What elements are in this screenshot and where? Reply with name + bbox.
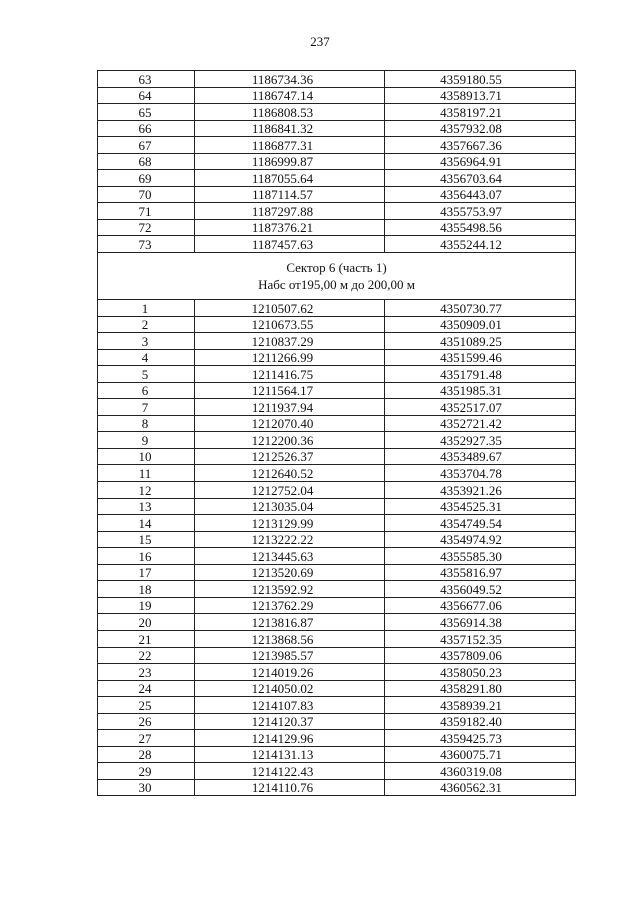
table-row	[98, 531, 576, 548]
x-coordinate-cell: 1213592.92	[195, 581, 385, 598]
y-coordinate-cell: 4352927.35	[385, 432, 576, 449]
x-coordinate-cell: 1213985.57	[195, 647, 385, 664]
y-coordinate-cell: 4355816.97	[385, 564, 576, 581]
coordinates-table	[97, 70, 576, 796]
table-row	[98, 186, 576, 203]
x-coordinate-cell: 1214107.83	[195, 697, 385, 714]
x-coordinate-cell: 1214122.43	[195, 763, 385, 780]
table-row	[98, 680, 576, 697]
y-coordinate-cell: 4354525.31	[385, 498, 576, 515]
table-row	[98, 87, 576, 104]
y-coordinate-cell: 4356703.64	[385, 170, 576, 187]
x-coordinate-cell: 1211937.94	[195, 399, 385, 416]
y-coordinate-cell: 4360319.08	[385, 763, 576, 780]
table-row	[98, 713, 576, 730]
x-coordinate-cell: 1212200.36	[195, 432, 385, 449]
point-number-cell: 30	[98, 779, 195, 796]
point-number-cell: 72	[98, 219, 195, 236]
table-row	[98, 366, 576, 383]
point-number-cell: 15	[98, 531, 195, 548]
table-row	[98, 333, 576, 350]
y-coordinate-cell: 4351985.31	[385, 382, 576, 399]
point-number-cell: 69	[98, 170, 195, 187]
x-coordinate-cell: 1212526.37	[195, 448, 385, 465]
point-number-cell: 1	[98, 300, 195, 317]
x-coordinate-cell: 1213035.04	[195, 498, 385, 515]
x-coordinate-cell: 1212640.52	[195, 465, 385, 482]
point-number-cell: 14	[98, 515, 195, 532]
y-coordinate-cell: 4356964.91	[385, 153, 576, 170]
x-coordinate-cell: 1186747.14	[195, 87, 385, 104]
table-row	[98, 120, 576, 137]
x-coordinate-cell: 1211416.75	[195, 366, 385, 383]
y-coordinate-cell: 4353921.26	[385, 482, 576, 499]
x-coordinate-cell: 1210507.62	[195, 300, 385, 317]
table-row	[98, 465, 576, 482]
x-coordinate-cell: 1187114.57	[195, 186, 385, 203]
y-coordinate-cell: 4351791.48	[385, 366, 576, 383]
x-coordinate-cell: 1213129.99	[195, 515, 385, 532]
y-coordinate-cell: 4358939.21	[385, 697, 576, 714]
table-row	[98, 581, 576, 598]
section-title: Сектор 6 (часть 1)	[286, 260, 387, 276]
section-header	[98, 253, 576, 300]
point-number-cell: 27	[98, 730, 195, 747]
point-number-cell: 8	[98, 415, 195, 432]
point-number-cell: 22	[98, 647, 195, 664]
table-row	[98, 746, 576, 763]
x-coordinate-cell: 1187055.64	[195, 170, 385, 187]
y-coordinate-cell: 4354749.54	[385, 515, 576, 532]
y-coordinate-cell: 4360075.71	[385, 746, 576, 763]
point-number-cell: 19	[98, 597, 195, 614]
x-coordinate-cell: 1210837.29	[195, 333, 385, 350]
y-coordinate-cell: 4356677.06	[385, 597, 576, 614]
table-row	[98, 71, 576, 88]
point-number-cell: 7	[98, 399, 195, 416]
x-coordinate-cell: 1214050.02	[195, 680, 385, 697]
table-row	[98, 564, 576, 581]
table-row	[98, 236, 576, 253]
y-coordinate-cell: 4359180.55	[385, 71, 576, 88]
table-row	[98, 104, 576, 121]
y-coordinate-cell: 4357152.35	[385, 630, 576, 647]
x-coordinate-cell: 1213222.22	[195, 531, 385, 548]
section-header-group	[98, 253, 576, 300]
x-coordinate-cell: 1214019.26	[195, 664, 385, 681]
table-row	[98, 482, 576, 499]
point-number-cell: 23	[98, 664, 195, 681]
point-number-cell: 6	[98, 382, 195, 399]
y-coordinate-cell: 4357932.08	[385, 120, 576, 137]
table-row	[98, 219, 576, 236]
x-coordinate-cell: 1213868.56	[195, 630, 385, 647]
y-coordinate-cell: 4351599.46	[385, 349, 576, 366]
point-number-cell: 12	[98, 482, 195, 499]
x-coordinate-cell: 1187457.63	[195, 236, 385, 253]
x-coordinate-cell: 1212070.40	[195, 415, 385, 432]
point-number-cell: 73	[98, 236, 195, 253]
point-number-cell: 68	[98, 153, 195, 170]
y-coordinate-cell: 4357809.06	[385, 647, 576, 664]
x-coordinate-cell: 1187376.21	[195, 219, 385, 236]
x-coordinate-cell: 1186841.32	[195, 120, 385, 137]
x-coordinate-cell: 1213520.69	[195, 564, 385, 581]
section-header-row	[98, 253, 576, 300]
point-number-cell: 4	[98, 349, 195, 366]
point-number-cell: 28	[98, 746, 195, 763]
y-coordinate-cell: 4360562.31	[385, 779, 576, 796]
point-number-cell: 64	[98, 87, 195, 104]
point-number-cell: 29	[98, 763, 195, 780]
table-row	[98, 515, 576, 532]
point-number-cell: 2	[98, 316, 195, 333]
table-row	[98, 779, 576, 796]
x-coordinate-cell: 1212752.04	[195, 482, 385, 499]
table-row	[98, 300, 576, 317]
y-coordinate-cell: 4355244.12	[385, 236, 576, 253]
table-row	[98, 448, 576, 465]
table-row	[98, 316, 576, 333]
table-row	[98, 349, 576, 366]
x-coordinate-cell: 1214129.96	[195, 730, 385, 747]
y-coordinate-cell: 4350730.77	[385, 300, 576, 317]
point-number-cell: 70	[98, 186, 195, 203]
x-coordinate-cell: 1214120.37	[195, 713, 385, 730]
table-row	[98, 498, 576, 515]
point-number-cell: 18	[98, 581, 195, 598]
point-number-cell: 20	[98, 614, 195, 631]
point-number-cell: 24	[98, 680, 195, 697]
y-coordinate-cell: 4358291.80	[385, 680, 576, 697]
y-coordinate-cell: 4356914.38	[385, 614, 576, 631]
point-number-cell: 10	[98, 448, 195, 465]
x-coordinate-cell: 1211564.17	[195, 382, 385, 399]
table-row	[98, 597, 576, 614]
y-coordinate-cell: 4357667.36	[385, 137, 576, 154]
y-coordinate-cell: 4353489.67	[385, 448, 576, 465]
point-number-cell: 21	[98, 630, 195, 647]
point-number-cell: 16	[98, 548, 195, 565]
point-number-cell: 13	[98, 498, 195, 515]
y-coordinate-cell: 4353704.78	[385, 465, 576, 482]
table-row	[98, 548, 576, 565]
y-coordinate-cell: 4352517.07	[385, 399, 576, 416]
y-coordinate-cell: 4352721.42	[385, 415, 576, 432]
coordinates-table-top	[98, 71, 576, 253]
y-coordinate-cell: 4358050.23	[385, 664, 576, 681]
point-number-cell: 66	[98, 120, 195, 137]
y-coordinate-cell: 4358197.21	[385, 104, 576, 121]
section-subtitle: Набс от195,00 м до 200,00 м	[258, 277, 415, 293]
point-number-cell: 71	[98, 203, 195, 220]
table-row	[98, 203, 576, 220]
point-number-cell: 11	[98, 465, 195, 482]
page-number: 237	[310, 34, 330, 49]
x-coordinate-cell: 1213816.87	[195, 614, 385, 631]
x-coordinate-cell: 1211266.99	[195, 349, 385, 366]
x-coordinate-cell: 1186999.87	[195, 153, 385, 170]
table-row	[98, 763, 576, 780]
table-row	[98, 170, 576, 187]
x-coordinate-cell: 1186877.31	[195, 137, 385, 154]
point-number-cell: 17	[98, 564, 195, 581]
y-coordinate-cell: 4359182.40	[385, 713, 576, 730]
y-coordinate-cell: 4354974.92	[385, 531, 576, 548]
y-coordinate-cell: 4350909.01	[385, 316, 576, 333]
table-row	[98, 614, 576, 631]
y-coordinate-cell: 4356443.07	[385, 186, 576, 203]
point-number-cell: 65	[98, 104, 195, 121]
y-coordinate-cell: 4358913.71	[385, 87, 576, 104]
x-coordinate-cell: 1214110.76	[195, 779, 385, 796]
point-number-cell: 3	[98, 333, 195, 350]
point-number-cell: 63	[98, 71, 195, 88]
table-row	[98, 697, 576, 714]
table-row	[98, 664, 576, 681]
coordinates-table-bottom	[98, 300, 576, 796]
x-coordinate-cell: 1187297.88	[195, 203, 385, 220]
y-coordinate-cell: 4355498.56	[385, 219, 576, 236]
x-coordinate-cell: 1186808.53	[195, 104, 385, 121]
table-row	[98, 153, 576, 170]
table-row	[98, 137, 576, 154]
table-row	[98, 432, 576, 449]
table-row	[98, 415, 576, 432]
table-row	[98, 399, 576, 416]
x-coordinate-cell: 1213762.29	[195, 597, 385, 614]
x-coordinate-cell: 1214131.13	[195, 746, 385, 763]
x-coordinate-cell: 1210673.55	[195, 316, 385, 333]
y-coordinate-cell: 4359425.73	[385, 730, 576, 747]
y-coordinate-cell: 4351089.25	[385, 333, 576, 350]
table-row	[98, 630, 576, 647]
y-coordinate-cell: 4355753.97	[385, 203, 576, 220]
x-coordinate-cell: 1213445.63	[195, 548, 385, 565]
point-number-cell: 5	[98, 366, 195, 383]
table-row	[98, 730, 576, 747]
point-number-cell: 26	[98, 713, 195, 730]
table-row	[98, 382, 576, 399]
y-coordinate-cell: 4356049.52	[385, 581, 576, 598]
x-coordinate-cell: 1186734.36	[195, 71, 385, 88]
point-number-cell: 25	[98, 697, 195, 714]
y-coordinate-cell: 4355585.30	[385, 548, 576, 565]
point-number-cell: 9	[98, 432, 195, 449]
table-row	[98, 647, 576, 664]
point-number-cell: 67	[98, 137, 195, 154]
